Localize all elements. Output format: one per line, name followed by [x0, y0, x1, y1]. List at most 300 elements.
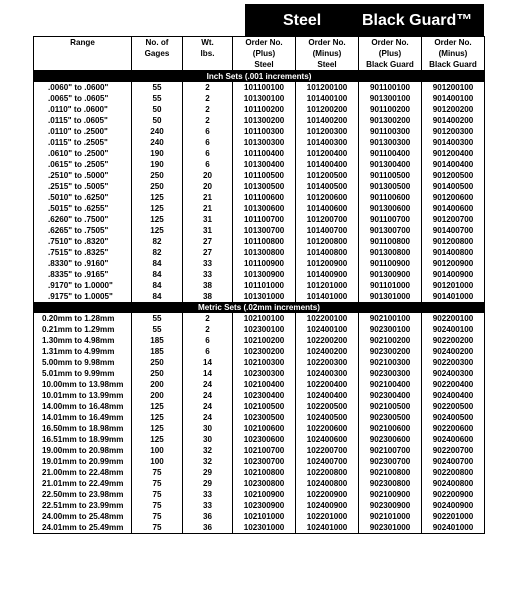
order-minus-black-guard-cell: 902400300 [422, 368, 485, 379]
weight-cell: 2 [183, 313, 233, 324]
table-row [34, 137, 485, 148]
table-row [34, 225, 485, 236]
order-plus-steel-cell: 102100400 [233, 379, 296, 390]
order-plus-black-guard-cell: 902100400 [359, 379, 422, 390]
gages-cell: 84 [132, 269, 183, 280]
weight-cell: 14 [183, 368, 233, 379]
order-plus-black-guard-cell: 901100300 [359, 126, 422, 137]
gages-cell: 75 [132, 511, 183, 522]
section-header-row [34, 71, 485, 83]
order-plus-black-guard-cell: 902300500 [359, 412, 422, 423]
order-plus-steel-cell: 101100900 [233, 258, 296, 269]
range-cell: 5.01mm to 9.99mm [34, 368, 132, 379]
order-plus-steel-cell: 102100100 [233, 313, 296, 324]
weight-cell: 33 [183, 269, 233, 280]
order-plus-black-guard-cell: 902100600 [359, 423, 422, 434]
order-minus-steel-cell: 101400400 [296, 159, 359, 170]
order-plus-steel-cell: 101100700 [233, 214, 296, 225]
order-minus-black-guard-cell: 901200300 [422, 126, 485, 137]
order-plus-black-guard-cell: 902100200 [359, 335, 422, 346]
range-cell: 19.01mm to 20.99mm [34, 456, 132, 467]
range-cell: 0.21mm to 1.29mm [34, 324, 132, 335]
weight-cell: 27 [183, 247, 233, 258]
order-minus-black-guard-cell: 902200200 [422, 335, 485, 346]
weight-cell: 6 [183, 137, 233, 148]
column-header-line: No. of [145, 38, 169, 47]
order-minus-steel-cell: 102200100 [296, 313, 359, 324]
order-minus-steel-cell: 101400200 [296, 115, 359, 126]
gages-cell: 250 [132, 357, 183, 368]
table-row [34, 489, 485, 500]
order-minus-steel-cell: 102200400 [296, 379, 359, 390]
weight-cell: 33 [183, 500, 233, 511]
order-plus-black-guard-cell: 901300700 [359, 225, 422, 236]
order-plus-steel-cell: 101300700 [233, 225, 296, 236]
range-cell: 22.50mm to 23.98mm [34, 489, 132, 500]
weight-cell: 21 [183, 203, 233, 214]
order-minus-black-guard-cell: 902400600 [422, 434, 485, 445]
weight-cell: 24 [183, 401, 233, 412]
order-minus-steel-cell: 101200700 [296, 214, 359, 225]
column-header-plus-black-guard [359, 37, 422, 71]
material-banner [245, 4, 484, 36]
range-cell: 21.01mm to 22.49mm [34, 478, 132, 489]
column-header-line: Steel [254, 60, 274, 69]
range-cell: .2515" to .5005" [34, 181, 132, 192]
weight-cell: 6 [183, 346, 233, 357]
order-plus-black-guard-cell: 902100500 [359, 401, 422, 412]
column-header-weight [183, 37, 233, 71]
order-minus-steel-cell: 101400800 [296, 247, 359, 258]
table-row [34, 126, 485, 137]
order-minus-black-guard-cell: 901200400 [422, 148, 485, 159]
weight-cell: 20 [183, 181, 233, 192]
order-plus-steel-cell: 101100300 [233, 126, 296, 137]
range-cell: 10.00mm to 13.98mm [34, 379, 132, 390]
order-plus-black-guard-cell: 902300700 [359, 456, 422, 467]
order-minus-steel-cell: 102400200 [296, 346, 359, 357]
weight-cell: 32 [183, 456, 233, 467]
table-header-row [34, 37, 485, 71]
order-minus-steel-cell: 102200700 [296, 445, 359, 456]
gages-cell: 250 [132, 181, 183, 192]
order-plus-steel-cell: 101300400 [233, 159, 296, 170]
gages-cell: 185 [132, 335, 183, 346]
gages-cell: 75 [132, 478, 183, 489]
order-plus-steel-cell: 102101000 [233, 511, 296, 522]
order-plus-steel-cell: 101100500 [233, 170, 296, 181]
order-minus-steel-cell: 102200900 [296, 489, 359, 500]
order-plus-steel-cell: 101300600 [233, 203, 296, 214]
gages-cell: 75 [132, 522, 183, 534]
range-cell: .2510" to .5000" [34, 170, 132, 181]
column-header-gages [132, 37, 183, 71]
table-row [34, 412, 485, 423]
weight-cell: 6 [183, 159, 233, 170]
order-minus-steel-cell: 101200600 [296, 192, 359, 203]
range-cell: .6265" to .7505" [34, 225, 132, 236]
table-row [34, 258, 485, 269]
order-minus-black-guard-cell: 901400300 [422, 137, 485, 148]
order-plus-black-guard-cell: 901300200 [359, 115, 422, 126]
banner-steel-label: Steel [283, 12, 322, 29]
column-header-line: Order No. [434, 38, 472, 47]
order-minus-steel-cell: 101401000 [296, 291, 359, 302]
order-minus-black-guard-cell: 902200300 [422, 357, 485, 368]
range-cell: 24.01mm to 25.49mm [34, 522, 132, 534]
table-row [34, 247, 485, 258]
order-plus-black-guard-cell: 901300800 [359, 247, 422, 258]
gages-cell: 190 [132, 159, 183, 170]
column-header-minus-black-guard [422, 37, 485, 71]
order-plus-steel-cell: 101301000 [233, 291, 296, 302]
weight-cell: 31 [183, 225, 233, 236]
order-minus-steel-cell: 102401000 [296, 522, 359, 534]
order-minus-steel-cell: 101200200 [296, 104, 359, 115]
order-plus-steel-cell: 101300900 [233, 269, 296, 280]
weight-cell: 24 [183, 412, 233, 423]
order-minus-black-guard-cell: 901200100 [422, 82, 485, 93]
weight-cell: 32 [183, 445, 233, 456]
order-plus-black-guard-cell: 902100300 [359, 357, 422, 368]
order-minus-black-guard-cell: 902400400 [422, 390, 485, 401]
column-header-line: (Plus) [378, 49, 402, 58]
order-plus-steel-cell: 102100300 [233, 357, 296, 368]
order-minus-steel-cell: 102200200 [296, 335, 359, 346]
range-cell: .0610" to .2500" [34, 148, 132, 159]
range-cell: .9170" to 1.0000" [34, 280, 132, 291]
order-minus-steel-cell: 102400700 [296, 456, 359, 467]
range-cell: .0060" to .0600" [34, 82, 132, 93]
table-row [34, 456, 485, 467]
range-cell: 24.00mm to 25.48mm [34, 511, 132, 522]
column-header-line: Order No. [308, 38, 346, 47]
order-minus-steel-cell: 101400100 [296, 93, 359, 104]
gages-cell: 82 [132, 236, 183, 247]
column-header-line: Black Guard [366, 60, 414, 69]
gages-cell: 84 [132, 291, 183, 302]
order-minus-steel-cell: 101200900 [296, 258, 359, 269]
order-plus-steel-cell: 101100800 [233, 236, 296, 247]
weight-cell: 38 [183, 291, 233, 302]
order-minus-black-guard-cell: 902200600 [422, 423, 485, 434]
table-row [34, 159, 485, 170]
column-header-line: Steel [317, 60, 337, 69]
table-row [34, 379, 485, 390]
order-minus-black-guard-cell: 901200700 [422, 214, 485, 225]
weight-cell: 30 [183, 434, 233, 445]
table-row [34, 115, 485, 126]
order-plus-steel-cell: 102100900 [233, 489, 296, 500]
range-cell: 22.51mm to 23.99mm [34, 500, 132, 511]
table-body [34, 71, 485, 534]
order-plus-steel-cell: 101101000 [233, 280, 296, 291]
table-row [34, 313, 485, 324]
weight-cell: 6 [183, 148, 233, 159]
weight-cell: 33 [183, 258, 233, 269]
table-row [34, 214, 485, 225]
range-cell: .5010" to .6250" [34, 192, 132, 203]
order-plus-black-guard-cell: 902100100 [359, 313, 422, 324]
table-row [34, 357, 485, 368]
order-plus-steel-cell: 101300300 [233, 137, 296, 148]
order-plus-black-guard-cell: 902300400 [359, 390, 422, 401]
order-minus-black-guard-cell: 901400100 [422, 93, 485, 104]
range-cell: .7515" to .8325" [34, 247, 132, 258]
order-plus-steel-cell: 102100800 [233, 467, 296, 478]
order-plus-steel-cell: 102301000 [233, 522, 296, 534]
table-row [34, 170, 485, 181]
order-minus-black-guard-cell: 901400400 [422, 159, 485, 170]
column-header-line: (Minus) [438, 49, 468, 58]
weight-cell: 27 [183, 236, 233, 247]
table-row [34, 192, 485, 203]
order-minus-steel-cell: 102400800 [296, 478, 359, 489]
order-minus-steel-cell: 101200300 [296, 126, 359, 137]
gages-cell: 190 [132, 148, 183, 159]
range-cell: 14.00mm to 16.48mm [34, 401, 132, 412]
order-minus-black-guard-cell: 901200200 [422, 104, 485, 115]
order-minus-black-guard-cell: 901400500 [422, 181, 485, 192]
order-minus-black-guard-cell: 901401000 [422, 291, 485, 302]
gages-cell: 50 [132, 115, 183, 126]
column-header-plus-steel [233, 37, 296, 71]
order-minus-steel-cell: 102400300 [296, 368, 359, 379]
order-plus-steel-cell: 101100600 [233, 192, 296, 203]
order-plus-black-guard-cell: 901100800 [359, 236, 422, 247]
gages-cell: 55 [132, 313, 183, 324]
order-plus-black-guard-cell: 902100700 [359, 445, 422, 456]
table-row [34, 434, 485, 445]
order-minus-steel-cell: 101200100 [296, 82, 359, 93]
weight-cell: 29 [183, 467, 233, 478]
order-plus-steel-cell: 102300700 [233, 456, 296, 467]
range-cell: 1.30mm to 4.98mm [34, 335, 132, 346]
gages-cell: 125 [132, 412, 183, 423]
weight-cell: 2 [183, 104, 233, 115]
order-minus-black-guard-cell: 902400700 [422, 456, 485, 467]
order-minus-steel-cell: 101200400 [296, 148, 359, 159]
gages-cell: 100 [132, 445, 183, 456]
weight-cell: 33 [183, 489, 233, 500]
table-row [34, 478, 485, 489]
gages-cell: 125 [132, 214, 183, 225]
range-cell: 16.50mm to 18.98mm [34, 423, 132, 434]
gages-cell: 125 [132, 225, 183, 236]
gages-cell: 250 [132, 368, 183, 379]
order-minus-black-guard-cell: 902200900 [422, 489, 485, 500]
order-minus-steel-cell: 102200500 [296, 401, 359, 412]
order-plus-black-guard-cell: 902300800 [359, 478, 422, 489]
table-row [34, 104, 485, 115]
range-cell: 1.31mm to 4.99mm [34, 346, 132, 357]
order-plus-steel-cell: 102100600 [233, 423, 296, 434]
table-row [34, 445, 485, 456]
weight-cell: 20 [183, 170, 233, 181]
weight-cell: 6 [183, 126, 233, 137]
gages-cell: 75 [132, 489, 183, 500]
order-minus-black-guard-cell: 902400100 [422, 324, 485, 335]
gages-cell: 75 [132, 500, 183, 511]
order-plus-steel-cell: 101300500 [233, 181, 296, 192]
order-plus-black-guard-cell: 902100900 [359, 489, 422, 500]
gages-cell: 75 [132, 467, 183, 478]
table-row [34, 511, 485, 522]
table-row [34, 368, 485, 379]
range-cell: 5.00mm to 9.98mm [34, 357, 132, 368]
weight-cell: 24 [183, 390, 233, 401]
order-minus-black-guard-cell: 901400800 [422, 247, 485, 258]
order-plus-steel-cell: 102300100 [233, 324, 296, 335]
range-cell: .9175" to 1.0005" [34, 291, 132, 302]
gages-cell: 250 [132, 170, 183, 181]
weight-cell: 6 [183, 335, 233, 346]
column-header-line: Black Guard [429, 60, 477, 69]
order-plus-black-guard-cell: 902300600 [359, 434, 422, 445]
table-row [34, 522, 485, 534]
table-row [34, 390, 485, 401]
weight-cell: 36 [183, 511, 233, 522]
order-minus-steel-cell: 102200800 [296, 467, 359, 478]
order-plus-black-guard-cell: 901101000 [359, 280, 422, 291]
order-plus-steel-cell: 102300300 [233, 368, 296, 379]
order-plus-steel-cell: 101300200 [233, 115, 296, 126]
order-plus-black-guard-cell: 902100800 [359, 467, 422, 478]
range-cell: 14.01mm to 16.49mm [34, 412, 132, 423]
order-minus-black-guard-cell: 901200800 [422, 236, 485, 247]
order-plus-black-guard-cell: 901300900 [359, 269, 422, 280]
table-row [34, 93, 485, 104]
weight-cell: 38 [183, 280, 233, 291]
gages-cell: 240 [132, 126, 183, 137]
section-title: Inch Sets (.001 increments) [34, 71, 485, 83]
section-title: Metric Sets (.02mm increments) [34, 302, 485, 313]
order-minus-black-guard-cell: 901400900 [422, 269, 485, 280]
order-minus-steel-cell: 102400600 [296, 434, 359, 445]
order-plus-steel-cell: 101300800 [233, 247, 296, 258]
order-minus-steel-cell: 102400400 [296, 390, 359, 401]
order-plus-black-guard-cell: 901100200 [359, 104, 422, 115]
gages-cell: 84 [132, 258, 183, 269]
column-header-line: Order No. [371, 38, 409, 47]
gages-cell: 82 [132, 247, 183, 258]
order-minus-black-guard-cell: 902200800 [422, 467, 485, 478]
order-plus-steel-cell: 102300200 [233, 346, 296, 357]
range-cell: .0115" to .2505" [34, 137, 132, 148]
range-cell: .0110" to .2500" [34, 126, 132, 137]
order-minus-black-guard-cell: 902400500 [422, 412, 485, 423]
order-plus-black-guard-cell: 902300200 [359, 346, 422, 357]
column-header-range [34, 37, 132, 71]
table-row [34, 82, 485, 93]
gages-cell: 84 [132, 280, 183, 291]
order-plus-black-guard-cell: 901100900 [359, 258, 422, 269]
order-minus-steel-cell: 102200300 [296, 357, 359, 368]
gages-cell: 125 [132, 423, 183, 434]
range-cell: 21.00mm to 22.48mm [34, 467, 132, 478]
order-plus-steel-cell: 101100200 [233, 104, 296, 115]
gages-cell: 185 [132, 346, 183, 357]
range-cell: .5015" to .6255" [34, 203, 132, 214]
order-plus-steel-cell: 102300400 [233, 390, 296, 401]
table-row [34, 423, 485, 434]
order-minus-steel-cell: 101400900 [296, 269, 359, 280]
order-minus-black-guard-cell: 901200500 [422, 170, 485, 181]
range-cell: .0615" to .2505" [34, 159, 132, 170]
table-row [34, 346, 485, 357]
order-plus-black-guard-cell: 901301000 [359, 291, 422, 302]
order-plus-black-guard-cell: 901100600 [359, 192, 422, 203]
gages-cell: 200 [132, 379, 183, 390]
table-row [34, 181, 485, 192]
order-minus-steel-cell: 102200600 [296, 423, 359, 434]
order-minus-black-guard-cell: 902200500 [422, 401, 485, 412]
table-row [34, 324, 485, 335]
range-cell: .8335" to .9165" [34, 269, 132, 280]
order-minus-steel-cell: 102400500 [296, 412, 359, 423]
range-cell: .0115" to .0605" [34, 115, 132, 126]
weight-cell: 24 [183, 379, 233, 390]
column-header-line: lbs. [200, 49, 215, 58]
gages-cell: 55 [132, 82, 183, 93]
gages-cell: 125 [132, 434, 183, 445]
table-row [34, 148, 485, 159]
order-plus-black-guard-cell: 902101000 [359, 511, 422, 522]
section-header-row [34, 302, 485, 313]
range-cell: .0065" to .0605" [34, 93, 132, 104]
column-header-line: Wt. [201, 38, 214, 47]
order-plus-black-guard-cell: 901100700 [359, 214, 422, 225]
order-plus-black-guard-cell: 901300100 [359, 93, 422, 104]
range-cell: 10.01mm to 13.99mm [34, 390, 132, 401]
order-minus-steel-cell: 101200800 [296, 236, 359, 247]
order-minus-steel-cell: 101400300 [296, 137, 359, 148]
order-plus-steel-cell: 102300500 [233, 412, 296, 423]
order-plus-steel-cell: 102300800 [233, 478, 296, 489]
order-plus-black-guard-cell: 901300600 [359, 203, 422, 214]
order-minus-steel-cell: 101400600 [296, 203, 359, 214]
range-cell: .8330" to .9160" [34, 258, 132, 269]
column-header-line: Order No. [245, 38, 283, 47]
order-plus-black-guard-cell: 902300300 [359, 368, 422, 379]
table-row [34, 280, 485, 291]
range-cell: 0.20mm to 1.28mm [34, 313, 132, 324]
gages-cell: 55 [132, 324, 183, 335]
order-plus-black-guard-cell: 901300300 [359, 137, 422, 148]
order-plus-steel-cell: 102300900 [233, 500, 296, 511]
order-plus-black-guard-cell: 901300400 [359, 159, 422, 170]
order-minus-black-guard-cell: 901400700 [422, 225, 485, 236]
order-plus-steel-cell: 102100200 [233, 335, 296, 346]
table-row [34, 203, 485, 214]
order-minus-steel-cell: 101400500 [296, 181, 359, 192]
table-row [34, 500, 485, 511]
gages-cell: 240 [132, 137, 183, 148]
order-minus-black-guard-cell: 902400900 [422, 500, 485, 511]
table-row [34, 269, 485, 280]
column-header-line: (Minus) [312, 49, 342, 58]
gages-cell: 125 [132, 401, 183, 412]
order-minus-steel-cell: 101400700 [296, 225, 359, 236]
weight-cell: 2 [183, 115, 233, 126]
weight-cell: 2 [183, 324, 233, 335]
weight-cell: 2 [183, 93, 233, 104]
table-row [34, 291, 485, 302]
gages-cell: 100 [132, 456, 183, 467]
order-minus-black-guard-cell: 902400800 [422, 478, 485, 489]
order-plus-steel-cell: 101300100 [233, 93, 296, 104]
weight-cell: 36 [183, 522, 233, 534]
